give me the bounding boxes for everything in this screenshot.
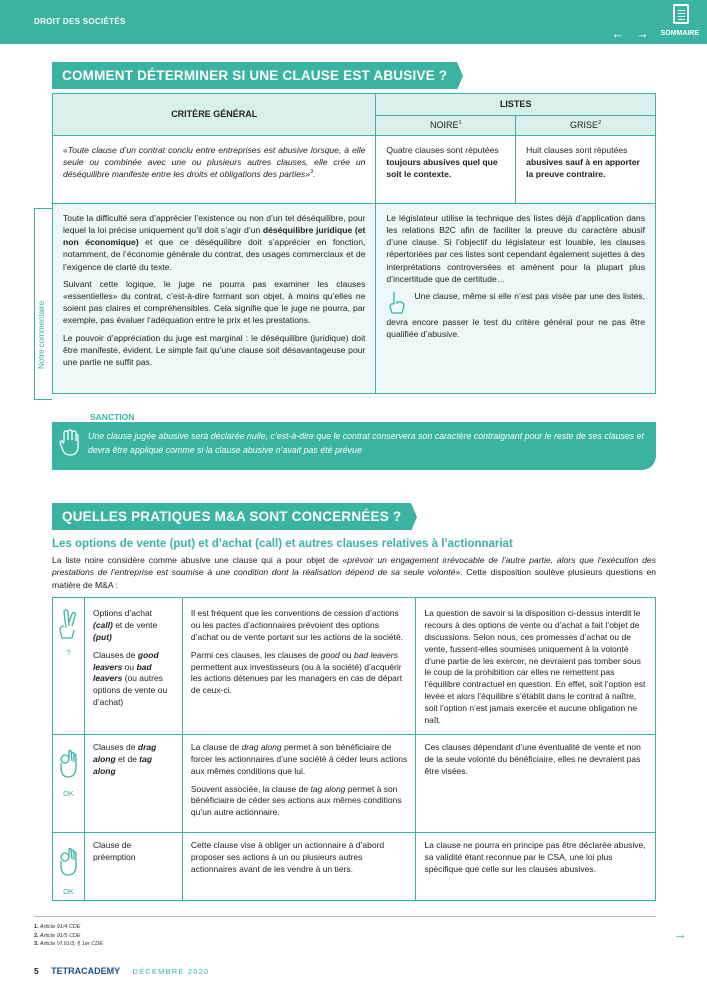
top-bar (0, 0, 707, 44)
table-row (53, 833, 656, 900)
pointing-hand-icon (386, 290, 408, 316)
clause-analysis-cell: La question de savoir si la disposition ci-dessus interdit le recours à des options de vente ou d’achat a fait l’objet de discussions. Selon nous, ces promesses d’achat ou de vente, fussent-elles soumises uniquement à la volonté d’une partie de les exercer, ne devraient pas tomber sous le coup de la prohibition car elles ne remettent pas l’équilibre contractuel en question. En effet, soit l’option est levée et alors l’équilibre s’établit dans le contrat à naître, soit l’option n’est jamais exercée et aucune obligation ne naît. (416, 598, 656, 735)
col-noire-header: NOIRE$^1$ (376, 115, 516, 135)
sanction-box (52, 422, 656, 470)
ma-practices-table (52, 597, 656, 901)
clause-description-cell: Cette clause vise à obliger un actionnaire à d’abord proposer ses actions à un ou plusieurs autres actionnaires avant de les vendre à un tiers. (182, 833, 416, 900)
section2-intro: La liste noire considère comme abusive une clause qui a pour objet de «prévoir un engagement irrévocable de l’autre partie, alors que l’exécution des prestations de l’entreprise est soumise à une condition dont la réalisation dépend de sa seule volonté». Cette disposition soulève plusieurs questions en matière de M&A : (52, 555, 657, 590)
section2-subtitle: Les options de vente (put) et d’achat (call) et autres clauses relatives à l’actionnariat (52, 538, 513, 550)
clause-type-cell: Clauses de drag along et de tag along (84, 734, 182, 832)
clause-description-cell: La clause de drag along permet à son bénéficiaire de forcer les actionnaires d’une société à céder leurs actions aux mêmes conditions que lui. Souvent associée, la clause de tag along permet à son bénéficiaire de céder ses actions aux mêmes conditions qu’un autre actionnaire. (182, 734, 416, 832)
footnote: 1. Article 91/4 CDE (34, 924, 81, 930)
comment-side-label: Notre commentaire (37, 300, 46, 369)
sanction-label: SANCTION (90, 412, 135, 422)
footnote: 3. Article VI.91/3, § 1er CDE (34, 941, 103, 948)
clause-type-cell: Options d’achat (call) et de vente (put) Clauses de good leavers ou bad leavers (ou autres options de vente ou d’achat) (84, 598, 182, 735)
clause-description-cell: Il est fréquent que les conventions de cession d’actions ou les pactes d’actionnaires prévoient des options d’achat ou de vente portant sur les actions de la société. Parmi ces clauses, les clauses de good ou bad leavers permettent aux investisseurs (ou à la société) d’acquérir les actions détenues par les managers en cas de départ de ceux-ci. (182, 598, 416, 735)
sommaire-link[interactable]: SOMMAIRE (660, 30, 699, 37)
issue-date: DÉCEMBRE 2020 (132, 967, 210, 976)
row-icon-cell: OK (53, 833, 85, 900)
col-general-header: CRITÈRE GÉNÉRAL (53, 94, 376, 136)
comment-right: Le législateur utilise la technique des listes déjà d’application dans les relations B2C afin de faciliter la preuve du caractère abusif d’une clause. Si l’objectif du législateur est louable, les clauses répertoriées par ces listes sont cependant également sujettes à des interprétations controversées et amènent pour la plupart plus d’incertitude que de certitude… Une clause, même si elle n’est pas visée par une des listes, devra encore passer le test du critère général pour ne pas être qualifiée d’abusive. (376, 203, 656, 393)
footnotes (34, 923, 103, 949)
page-footer (34, 966, 209, 976)
clause-type-cell: Clause de préemption (84, 833, 182, 900)
col-lists-header: LISTES (376, 94, 656, 116)
black-list-cell: Quatre clauses sont réputées toujours abusives quel que soit le contexte. (376, 135, 516, 203)
comment-left: Toute la difficulté sera d’apprécier l’existence ou non d’un tel déséquilibre, pour lequel la loi précise uniquement qu’il doit s’agir d’un déséquilibre juridique (et non économique) et que ce déséquilibre doit s’apprécier en fonction, notamment, de l’économie générale du contrat, des usages commerciaux et de l’exigence de clarté du texte. Suivant cette logique, le juge ne pourra pas examiner les clauses «essentielles» du contrat, c’est-à-dire formant son objet, à moins qu’elles ne soient pas claires et compréhensibles. Cela signifie que le juge ne pourra, par exemple, pas évaluer l’adéquation entre le prix et les prestations. Le pouvoir d’appréciation du juge est marginal : le déséquilibre (juridique) doit être manifeste, évident. Le simple fait qu’une clause soit désavantageuse pour une partie ne suffit pas. (53, 203, 376, 393)
next-page-arrow[interactable]: → (673, 926, 687, 942)
section1-title: COMMENT DÉTERMINER SI UNE CLAUSE EST ABUSIVE ? (52, 62, 457, 89)
criteria-table (52, 93, 656, 394)
brand-logo: TETRACADEMY (51, 966, 121, 976)
sommaire-icon[interactable] (673, 4, 689, 24)
raised-hand-icon (58, 428, 82, 458)
footnote-divider (34, 916, 656, 917)
page-number: 5 (34, 966, 39, 976)
ok-hand-icon (57, 847, 79, 881)
col-grise-header: GRISE$^2$ (516, 115, 656, 135)
clause-analysis-cell: Ces clauses dépendant d’une éventualité de vente et non de la seule volonté du bénéficiaire, elles ne devraient pas être visées. (416, 734, 656, 832)
sanction-text: Une clause jugée abusive sera déclarée nulle, c’est-à-dire que le contrat conservera son caractère contraignant pour le reste de ses clauses et devra être appliqué comme si la clause abusive n’avait pas été prévue (88, 431, 644, 456)
section2-title: QUELLES PRATIQUES M&A SONT CONCERNÉES ? (52, 503, 411, 530)
page-nav-arrows[interactable]: ← → (611, 26, 653, 41)
crossed-fingers-icon (57, 608, 79, 642)
row-icon-cell: OK (53, 734, 85, 832)
row-icon-cell: ? (53, 598, 85, 735)
table-row (53, 598, 656, 735)
ok-hand-icon (57, 749, 79, 783)
comment-side-tab (34, 208, 52, 400)
footnote: 2. Article 91/5 CDE (34, 932, 81, 939)
section-breadcrumb: DROIT DES SOCIÉTÉS (34, 17, 126, 26)
grey-list-cell: Huit clauses sont réputées abusives sauf à en apporter la preuve contraire. (516, 135, 656, 203)
table-row (53, 734, 656, 832)
general-criterion-quote: «Toute clause d’un contrat conclu entre entreprises est abusive lorsque, à elle seule ou combinée avec une ou plusieurs autres clauses, elle crée un déséquilibre manifeste entre les droits et obligations des parties»$^3$. (53, 135, 376, 203)
clause-analysis-cell: La clause ne pourra en principe pas être déclarée abusive, sa validité étant reconnue par le CSA, une loi plus spécifique que celle sur les clauses abusives. (416, 833, 656, 900)
